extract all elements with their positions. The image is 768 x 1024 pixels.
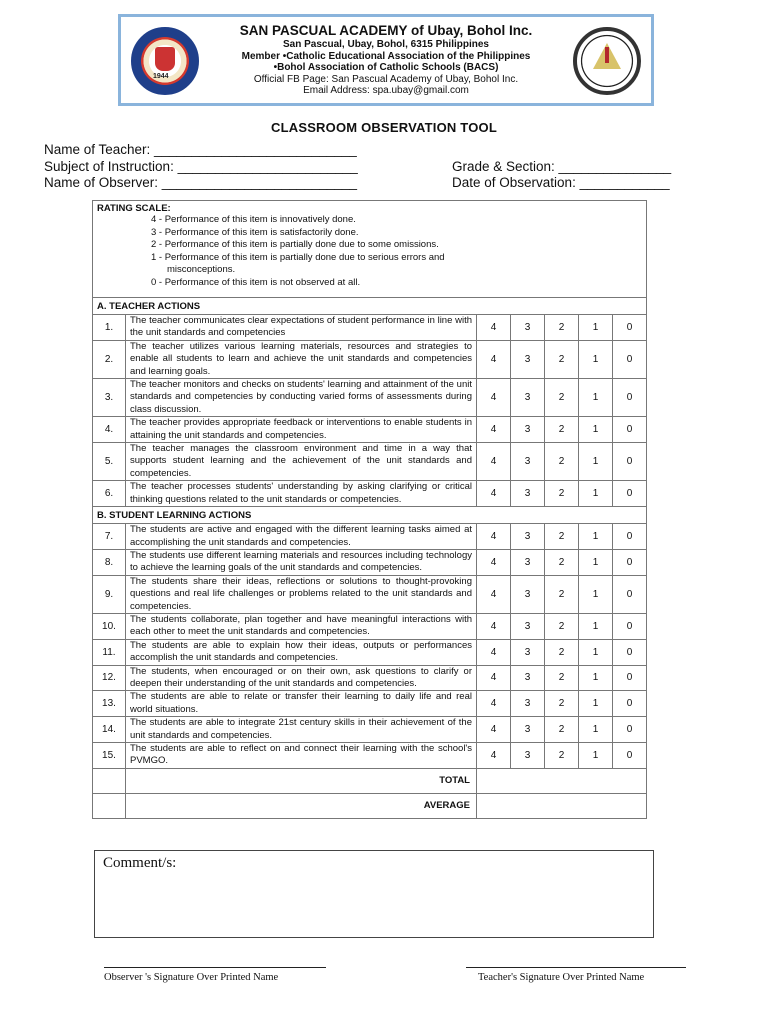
item-row — [93, 717, 647, 743]
rating-option-4[interactable]: 4 — [477, 524, 511, 550]
rating-option-2[interactable]: 2 — [545, 665, 579, 691]
rating-option-4[interactable]: 4 — [477, 481, 511, 507]
rating-option-2[interactable]: 2 — [545, 613, 579, 639]
rating-option-1[interactable]: 1 — [579, 691, 613, 717]
item-row — [93, 340, 647, 378]
observer-name-field[interactable]: Name of Observer: __________________________ — [44, 175, 357, 190]
rating-option-1[interactable]: 1 — [579, 665, 613, 691]
rating-option-2[interactable]: 2 — [545, 315, 579, 341]
rating-scale-line: 1 - Performance of this item is partially done due to serious errors and — [151, 251, 445, 263]
item-number: 4. — [93, 417, 126, 443]
observer-signature-line[interactable] — [104, 967, 326, 968]
rating-option-4[interactable]: 4 — [477, 613, 511, 639]
rating-option-2[interactable]: 2 — [545, 443, 579, 481]
fb-page: Official FB Page: San Pascual Academy of Ubay, Bohol Inc. — [253, 73, 519, 85]
rating-option-3[interactable]: 3 — [511, 743, 545, 769]
rating-option-0[interactable]: 0 — [613, 524, 647, 550]
item-description: The students share their ideas, reflections or solutions to thought-provoking questions and real life challenges or problems related to the unit standards and competencies. — [126, 575, 477, 613]
item-number: 3. — [93, 379, 126, 417]
rating-option-4[interactable]: 4 — [477, 549, 511, 575]
observer-signature-label: Observer 's Signature Over Printed Name — [104, 972, 279, 983]
rating-option-3[interactable]: 3 — [511, 575, 545, 613]
rating-option-0[interactable]: 0 — [613, 549, 647, 575]
rating-option-3[interactable]: 3 — [511, 379, 545, 417]
school-name: SAN PASCUAL ACADEMY of Ubay, Bohol Inc. — [239, 23, 533, 38]
item-row — [93, 524, 647, 550]
item-number: 6. — [93, 481, 126, 507]
grade-section-field[interactable]: Grade & Section: _______________ — [452, 159, 672, 174]
item-row — [93, 665, 647, 691]
rating-option-1[interactable]: 1 — [579, 613, 613, 639]
subject-field[interactable]: Subject of Instruction: ________________________ — [44, 159, 358, 174]
rating-option-0[interactable]: 0 — [613, 315, 647, 341]
rating-option-2[interactable]: 2 — [545, 717, 579, 743]
item-row — [93, 315, 647, 341]
section-header-row — [93, 298, 647, 315]
total-label: TOTAL — [126, 768, 477, 793]
email-address: Email Address: spa.ubay@gmail.com — [303, 85, 469, 96]
rating-option-2[interactable]: 2 — [545, 379, 579, 417]
rating-option-4[interactable]: 4 — [477, 743, 511, 769]
item-description: The teacher communicates clear expectations of student performance in line with the unit standards and competencies — [126, 315, 477, 341]
item-number: 12. — [93, 665, 126, 691]
item-description: The students are able to integrate 21st century skills in their achievement of the unit standards and competencies. — [126, 717, 477, 743]
rating-option-0[interactable]: 0 — [613, 665, 647, 691]
rating-option-4[interactable]: 4 — [477, 340, 511, 378]
rating-option-1[interactable]: 1 — [579, 575, 613, 613]
item-row — [93, 417, 647, 443]
seal-year: 1944 — [153, 73, 169, 80]
school-address: San Pascual, Ubay, Bohol, 6315 Philippines — [283, 39, 489, 50]
rating-option-3[interactable]: 3 — [511, 481, 545, 507]
observation-table — [92, 200, 647, 819]
rating-option-3[interactable]: 3 — [511, 340, 545, 378]
rating-option-1[interactable]: 1 — [579, 379, 613, 417]
average-value[interactable] — [477, 793, 647, 818]
item-description: The students are active and engaged with the different learning tasks aimed at accomplishing the unit standards and competencies. — [126, 524, 477, 550]
rating-option-4[interactable]: 4 — [477, 665, 511, 691]
rating-option-0[interactable]: 0 — [613, 717, 647, 743]
rating-option-2[interactable]: 2 — [545, 481, 579, 507]
rating-option-4[interactable]: 4 — [477, 575, 511, 613]
rating-option-0[interactable]: 0 — [613, 575, 647, 613]
rating-option-4[interactable]: 4 — [477, 417, 511, 443]
rating-option-0[interactable]: 0 — [613, 691, 647, 717]
rating-option-1[interactable]: 1 — [579, 639, 613, 665]
rating-option-2[interactable]: 2 — [545, 340, 579, 378]
comments-label: Comment/s: — [103, 855, 177, 871]
teacher-signature-label: Teacher's Signature Over Printed Name — [478, 972, 645, 983]
membership-line-1: Member •Catholic Educational Association of the Philippines — [241, 50, 531, 62]
rating-option-4[interactable]: 4 — [477, 315, 511, 341]
cross-icon — [605, 47, 609, 63]
rating-option-4[interactable]: 4 — [477, 639, 511, 665]
torch-icon — [155, 47, 175, 71]
teacher-name-field[interactable]: Name of Teacher: ___________________________ — [44, 142, 357, 157]
item-number: 13. — [93, 691, 126, 717]
item-number: 10. — [93, 613, 126, 639]
average-row — [93, 793, 647, 818]
item-row — [93, 443, 647, 481]
rating-option-2[interactable]: 2 — [545, 639, 579, 665]
rating-option-1[interactable]: 1 — [579, 743, 613, 769]
rating-scale-line: 4 - Performance of this item is innovatively done. — [151, 214, 356, 225]
item-row — [93, 549, 647, 575]
bacs-seal-logo — [573, 27, 641, 95]
rating-scale-row — [93, 201, 647, 298]
school-seal-logo — [131, 27, 199, 95]
item-row — [93, 379, 647, 417]
item-description: The students are able to relate or transfer their learning to daily life and real world situations. — [126, 691, 477, 717]
rating-scale-line: 2 - Performance of this item is partially done due to some omissions. — [151, 239, 439, 251]
rating-scale — [93, 201, 647, 298]
rating-option-1[interactable]: 1 — [579, 315, 613, 341]
rating-option-0[interactable]: 0 — [613, 443, 647, 481]
rating-option-3[interactable]: 3 — [511, 524, 545, 550]
average-label: AVERAGE — [126, 793, 477, 818]
rating-option-3[interactable]: 3 — [511, 717, 545, 743]
rating-option-0[interactable]: 0 — [613, 481, 647, 507]
rating-option-0[interactable]: 0 — [613, 379, 647, 417]
item-number: 14. — [93, 717, 126, 743]
rating-option-1[interactable]: 1 — [579, 417, 613, 443]
item-row — [93, 691, 647, 717]
rating-option-4[interactable]: 4 — [477, 379, 511, 417]
item-row — [93, 613, 647, 639]
rating-option-3[interactable]: 3 — [511, 613, 545, 639]
rating-option-1[interactable]: 1 — [579, 340, 613, 378]
section-title: A. TEACHER ACTIONS — [93, 298, 647, 315]
item-row — [93, 481, 647, 507]
item-number: 11. — [93, 639, 126, 665]
rating-scale-line: 0 - Performance of this item is not observed at all. — [151, 276, 361, 288]
total-row — [93, 768, 647, 793]
rating-option-3[interactable]: 3 — [511, 417, 545, 443]
item-row — [93, 743, 647, 769]
item-number: 15. — [93, 743, 126, 769]
item-description: The students use different learning materials and resources including technology to achieve the learning goals of the unit standards and competencies. — [126, 549, 477, 575]
item-row — [93, 575, 647, 613]
rating-option-1[interactable]: 1 — [579, 524, 613, 550]
item-description: The teacher utilizes various learning materials, resources and strategies to enable all students to learn and achieve the unit standards and competencies and learning goals. — [126, 340, 477, 378]
item-description: The teacher provides appropriate feedback or interventions to enable students in attaining the unit standards and competencies. — [126, 417, 477, 443]
rating-scale-line: misconceptions. — [167, 264, 236, 276]
section-header-row — [93, 507, 647, 524]
item-description: The students are able to explain how their ideas, outputs or performances accomplish the unit standards and competencies. — [126, 639, 477, 665]
rating-option-1[interactable]: 1 — [579, 481, 613, 507]
item-description: The students, when encouraged or on their own, ask questions to clarify or deepen their understanding of the unit standards and competencies. — [126, 665, 477, 691]
rating-option-0[interactable]: 0 — [613, 743, 647, 769]
rating-scale-line: 3 - Performance of this item is satisfactorily done. — [151, 226, 359, 238]
rating-option-3[interactable]: 3 — [511, 549, 545, 575]
rating-option-1[interactable]: 1 — [579, 717, 613, 743]
rating-option-1[interactable]: 1 — [579, 443, 613, 481]
rating-option-4[interactable]: 4 — [477, 443, 511, 481]
rating-option-3[interactable]: 3 — [511, 315, 545, 341]
rating-option-0[interactable]: 0 — [613, 340, 647, 378]
rating-option-0[interactable]: 0 — [613, 417, 647, 443]
item-description: The teacher processes students' understanding by asking clarifying or critical thinking questions related to the unit standards or competencies. — [126, 481, 477, 507]
item-description: The teacher manages the classroom environment and time in a way that supports student learning and the achievement of the unit standards and competencies. — [126, 443, 477, 481]
rating-option-4[interactable]: 4 — [477, 717, 511, 743]
page-title: CLASSROOM OBSERVATION TOOL — [271, 120, 497, 135]
observation-date-field[interactable]: Date of Observation: ____________ — [452, 175, 670, 190]
total-spacer — [93, 768, 126, 793]
rating-option-2[interactable]: 2 — [545, 524, 579, 550]
item-number: 1. — [93, 315, 126, 341]
item-description: The students collaborate, plan together and have meaningful interactions with each other to meet the unit standards and competencies. — [126, 613, 477, 639]
rating-option-4[interactable]: 4 — [477, 691, 511, 717]
rating-option-2[interactable]: 2 — [545, 417, 579, 443]
item-number: 5. — [93, 443, 126, 481]
teacher-signature-line[interactable] — [466, 967, 686, 968]
school-header — [118, 14, 654, 106]
total-value[interactable] — [477, 768, 647, 793]
rating-option-2[interactable]: 2 — [545, 743, 579, 769]
membership-line-2: •Bohol Association of Catholic Schools (BACS) — [273, 62, 499, 73]
section-title: B. STUDENT LEARNING ACTIONS — [93, 507, 647, 524]
rating-option-3[interactable]: 3 — [511, 691, 545, 717]
item-number: 7. — [93, 524, 126, 550]
item-number: 2. — [93, 340, 126, 378]
item-description: The teacher monitors and checks on students' learning and attainment of the unit standards and competencies by conducting varied forms of assessments during class discussion. — [126, 379, 477, 417]
rating-option-3[interactable]: 3 — [511, 443, 545, 481]
item-description: The students are able to reflect on and connect their learning with the school's PVMGO. — [126, 743, 477, 769]
rating-option-2[interactable]: 2 — [545, 575, 579, 613]
item-row — [93, 639, 647, 665]
header-text — [203, 23, 569, 97]
rating-scale-label: RATING SCALE: — [97, 203, 171, 214]
item-number: 9. — [93, 575, 126, 613]
rating-option-1[interactable]: 1 — [579, 549, 613, 575]
total-spacer — [93, 793, 126, 818]
rating-option-3[interactable]: 3 — [511, 665, 545, 691]
comments-box[interactable] — [94, 850, 654, 938]
rating-option-3[interactable]: 3 — [511, 639, 545, 665]
rating-option-0[interactable]: 0 — [613, 639, 647, 665]
item-number: 8. — [93, 549, 126, 575]
rating-option-2[interactable]: 2 — [545, 691, 579, 717]
rating-option-0[interactable]: 0 — [613, 613, 647, 639]
rating-option-2[interactable]: 2 — [545, 549, 579, 575]
